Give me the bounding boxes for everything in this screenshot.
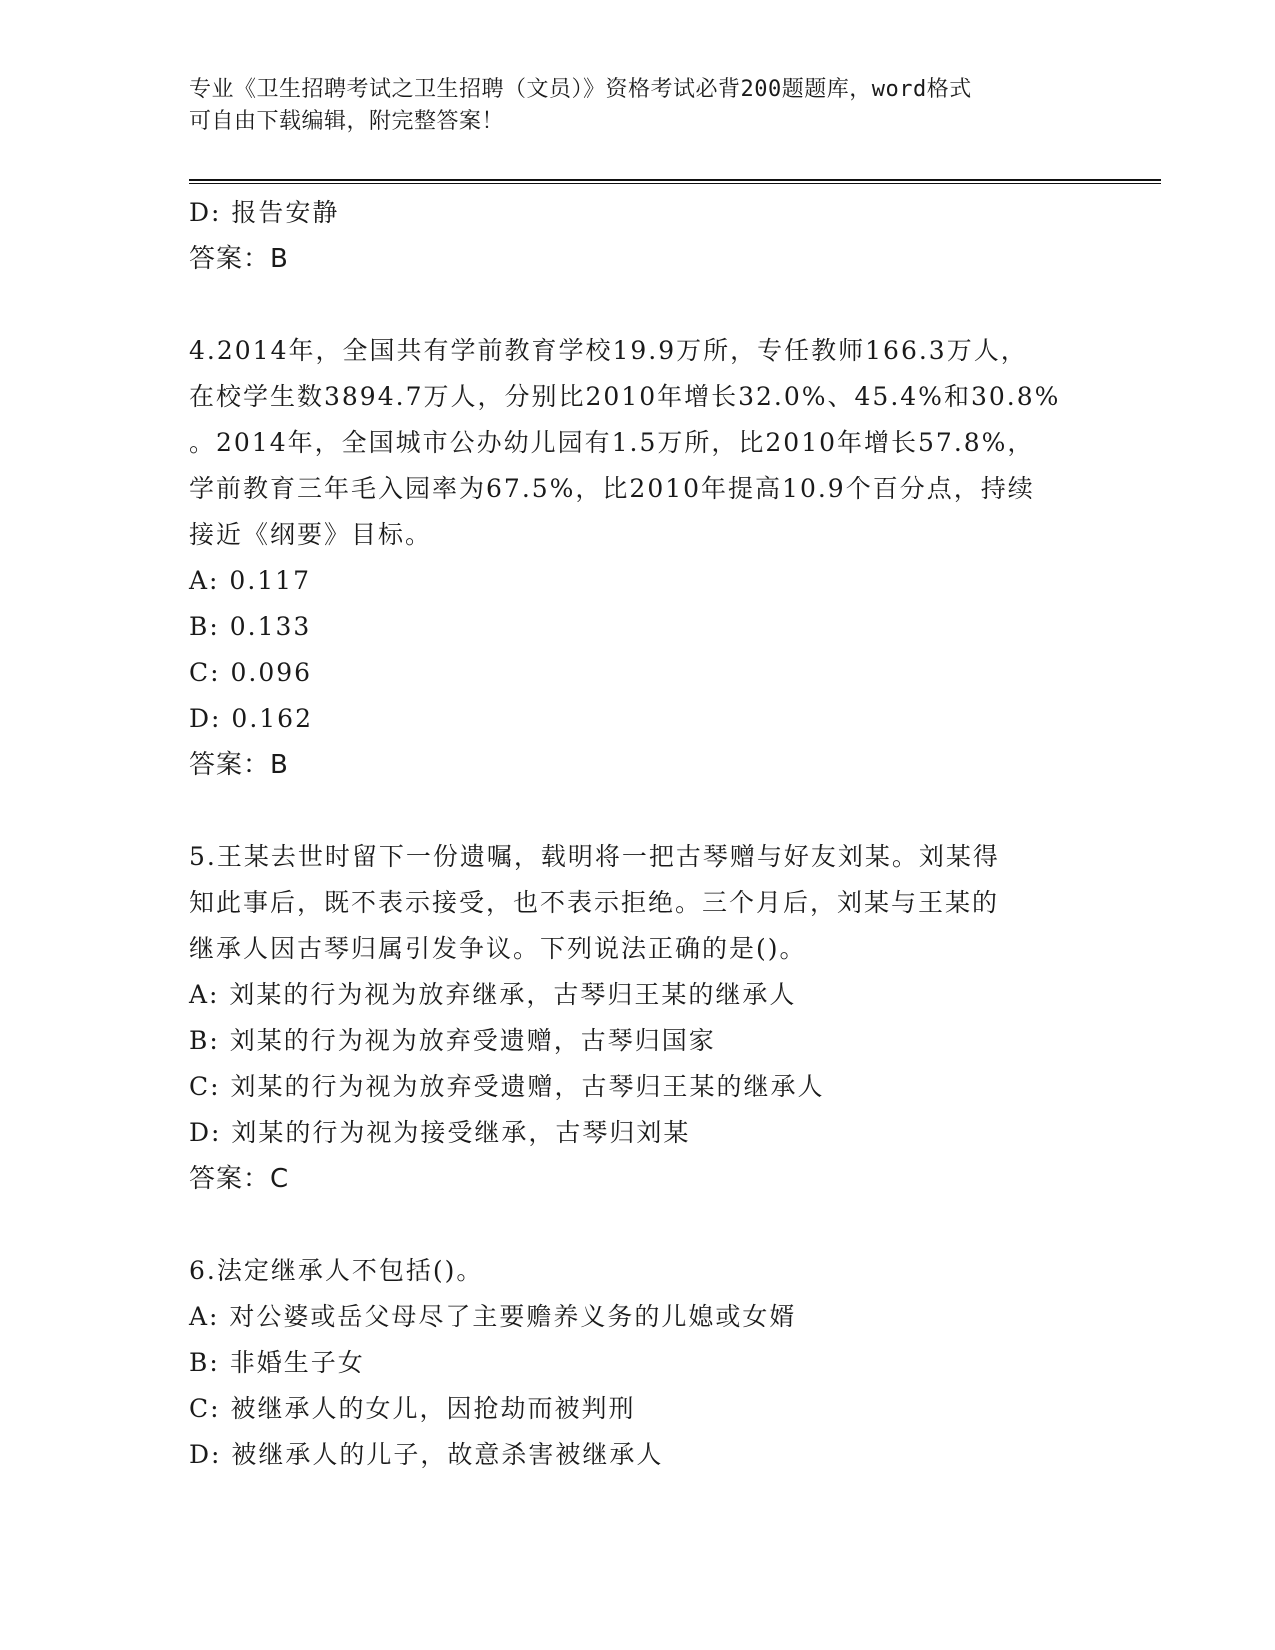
q5-answer: 答案：C (189, 1164, 290, 1194)
q6-option-d: D: 被继承人的儿子，故意杀害被继承人 (189, 1440, 664, 1469)
q4-text-line-3: 。2014年，全国城市公办幼儿园有1.5万所，比2010年增长57.8%， (189, 428, 1035, 457)
q4-text-line-5: 接近《纲要》目标。 (189, 520, 433, 549)
q5-text-line-3: 继承人因古琴归属引发争议。下列说法正确的是()。 (189, 934, 807, 963)
q4-option-b: B: 0.133 (189, 612, 312, 641)
q4-option-c: C: 0.096 (189, 658, 313, 687)
q5-option-d: D: 刘某的行为视为接受继承，古琴归刘某 (189, 1118, 691, 1147)
spacer (189, 1202, 1089, 1248)
q5-option-a: A: 刘某的行为视为放弃继承，古琴归王某的继承人 (189, 980, 797, 1009)
q4-answer: 答案：B (189, 750, 289, 780)
q5-text-line-1: 5.王某去世时留下一份遗嘱，载明将一把古琴赠与好友刘某。刘某得 (189, 842, 1000, 871)
q6-option-a: A: 对公婆或岳父母尽了主要赡养义务的儿媳或女婿 (189, 1302, 797, 1331)
header-title-line-2: 可自由下载编辑，附完整答案！ (189, 109, 505, 134)
q3-answer: 答案：B (189, 244, 289, 274)
q3-option-d: D: 报告安静 (189, 198, 340, 227)
q4-text-line-4: 学前教育三年毛入园率为67.5%，比2010年提高10.9个百分点，持续 (189, 474, 1035, 503)
q5-option-b: B: 刘某的行为视为放弃受遗赠，古琴归国家 (189, 1026, 716, 1055)
q4-option-a: A: 0.117 (189, 566, 311, 595)
question-5 (189, 834, 1089, 1202)
document-body (189, 190, 1089, 1478)
question-6 (189, 1248, 1089, 1478)
spacer (189, 788, 1089, 834)
document-header (189, 74, 1089, 138)
header-title-line-1: 专业《卫生招聘考试之卫生招聘（文员）》资格考试必背200题题库，word格式 (189, 77, 972, 102)
question-4 (189, 328, 1089, 788)
q4-text-line-2: 在校学生数3894.7万人，分别比2010年增长32.0%、45.4%和30.8% (189, 382, 1061, 411)
q4-text-line-1: 4.2014年，全国共有学前教育学校19.9万所，专任教师166.3万人， (189, 336, 1028, 365)
q5-option-c: C: 刘某的行为视为放弃受遗赠，古琴归王某的继承人 (189, 1072, 825, 1101)
q4-option-d: D: 0.162 (189, 704, 313, 733)
header-rule-thin (189, 183, 1161, 184)
q6-text-line-1: 6.法定继承人不包括()。 (189, 1256, 484, 1285)
q6-option-b: B: 非婚生子女 (189, 1348, 365, 1377)
spacer (189, 282, 1089, 328)
q6-option-c: C: 被继承人的女儿，因抢劫而被判刑 (189, 1394, 636, 1423)
header-rule-thick (189, 179, 1161, 181)
q5-text-line-2: 知此事后，既不表示接受，也不表示拒绝。三个月后，刘某与王某的 (189, 888, 1000, 917)
